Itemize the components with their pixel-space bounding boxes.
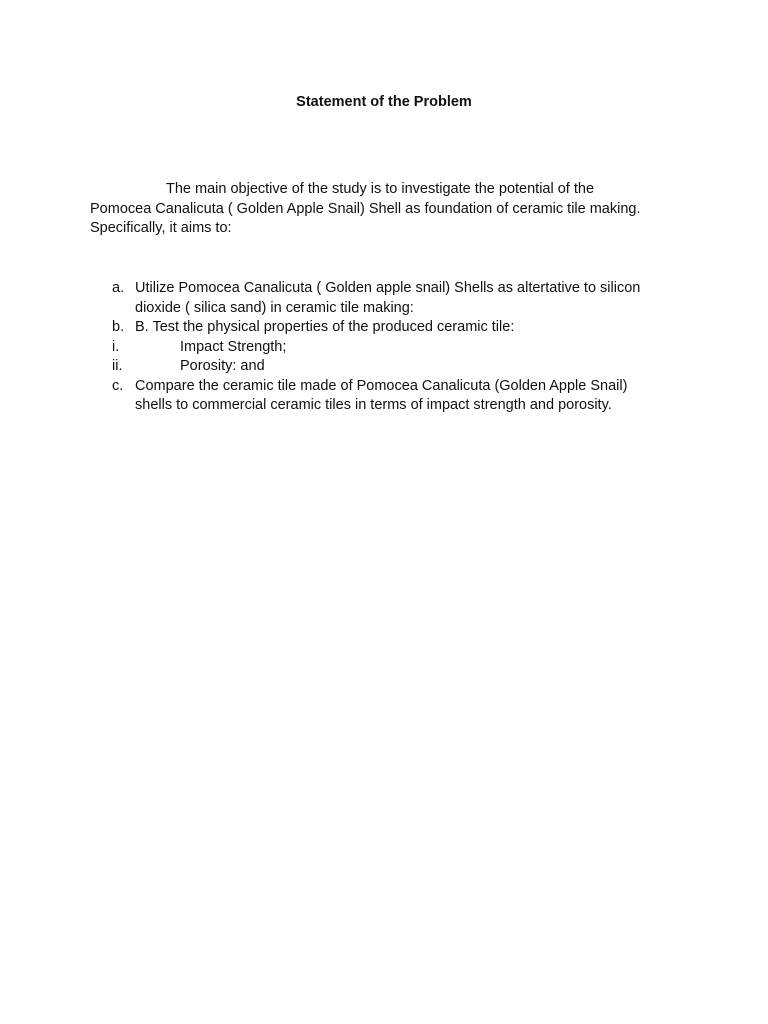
- list-item-b: [112, 318, 692, 338]
- list-item-text: [135, 318, 692, 338]
- list-marker: c.: [112, 377, 124, 394]
- list-marker: b.: [112, 319, 125, 335]
- list-item-line: Utilize Pomocea Canalicuta ( Golden apple snail) Shells as altertative to silicon: [135, 280, 641, 296]
- page-title: Statement of the Problem: [296, 94, 472, 110]
- objectives-list: [112, 279, 692, 416]
- list-item-text: [135, 377, 692, 416]
- list-item-text: [135, 279, 692, 318]
- intro-line-1: [90, 180, 690, 200]
- list-item-a: [112, 279, 692, 318]
- sub-item-i: [112, 338, 692, 358]
- intro-paragraph: [90, 180, 690, 239]
- sub-marker: i.: [112, 338, 120, 355]
- list-item-line: Compare the ceramic tile made of Pomocea Canalicuta (Golden Apple Snail): [135, 377, 628, 394]
- sub-item-text: Porosity: and: [180, 358, 265, 374]
- intro-line-1-text: The main objective of the study is to investigate the potential of the: [166, 181, 595, 197]
- intro-line-2: Pomocea Canalicuta ( Golden Apple Snail) Shell as foundation of ceramic tile making.: [90, 200, 641, 217]
- list-item-line: dioxide ( silica sand) in ceramic tile making:: [135, 299, 414, 316]
- list-item-line: B. Test the physical properties of the produced ceramic tile:: [135, 319, 515, 335]
- sub-item-text: Impact Strength;: [180, 338, 287, 355]
- list-marker: a.: [112, 280, 125, 296]
- sub-marker: ii.: [112, 358, 123, 374]
- sub-item-ii: [112, 357, 692, 377]
- list-item-line: shells to commercial ceramic tiles in terms of impact strength and porosity.: [135, 397, 612, 413]
- intro-line-3: Specifically, it aims to:: [90, 220, 232, 236]
- list-item-c: [112, 377, 692, 416]
